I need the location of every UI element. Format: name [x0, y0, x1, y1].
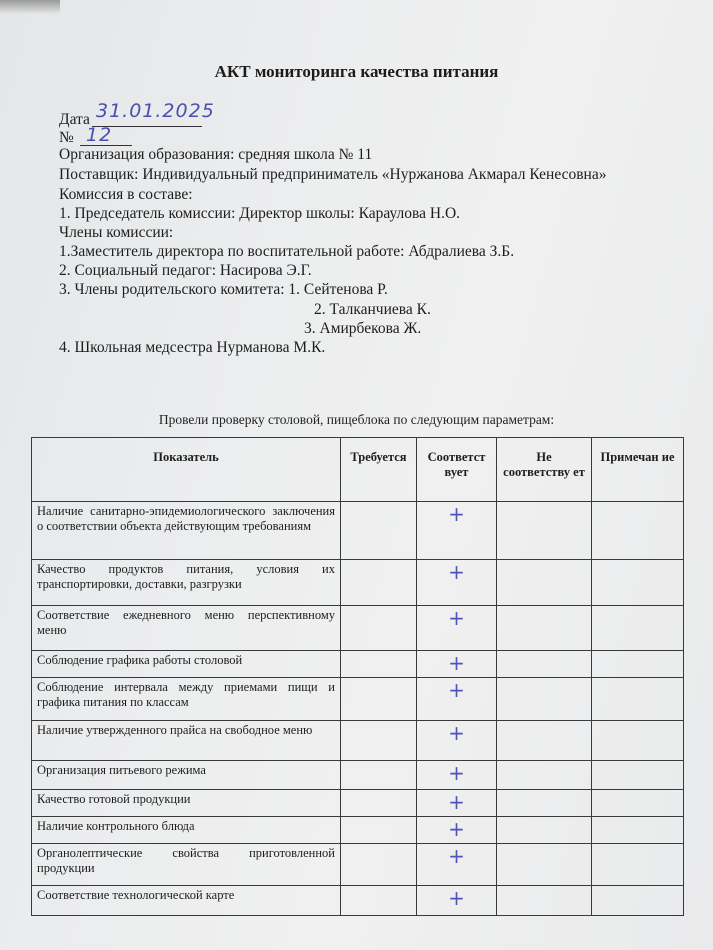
required-cell	[341, 790, 417, 817]
indicator-cell: Соответствие ежедневного меню перспективному меню	[32, 606, 341, 651]
member-2-line: 2. Социальный педагог: Насирова Э.Г.	[59, 262, 312, 279]
required-cell	[341, 886, 417, 916]
not-complies-cell	[497, 790, 592, 817]
members-header: Члены комиссии:	[59, 224, 174, 241]
indicator-cell: Наличие санитарно-эпидемиологического заключения о соответствии объекта действующим требованиям	[32, 502, 341, 560]
table-row	[32, 844, 684, 886]
member-3b-line: 2. Талканчиева К.	[314, 301, 431, 318]
required-cell	[341, 651, 417, 678]
indicator-cell: Наличие утвержденного прайса на свободное меню	[32, 721, 341, 761]
complies-cell	[417, 606, 497, 651]
complies-cell	[417, 844, 497, 886]
table-row	[32, 721, 684, 761]
handwritten-plus-mark: +	[448, 606, 465, 630]
note-cell	[592, 502, 684, 560]
required-cell	[341, 844, 417, 886]
table-row	[32, 790, 684, 817]
table-row	[32, 502, 684, 560]
indicator-cell: Качество продуктов питания, условия их транспортировки, доставки, разгрузки	[32, 560, 341, 606]
handwritten-plus-mark: +	[448, 678, 465, 702]
table-row	[32, 678, 684, 721]
note-cell	[592, 560, 684, 606]
indicator-cell: Соблюдение графика работы столовой	[32, 651, 341, 678]
commission-header: Комиссия в составе:	[59, 186, 193, 203]
note-cell	[592, 651, 684, 678]
table-row	[32, 651, 684, 678]
complies-cell	[417, 678, 497, 721]
page-title: АКТ мониторинга качества питания	[214, 62, 499, 81]
required-cell	[341, 560, 417, 606]
header-complies: Соответст вует	[417, 438, 497, 502]
note-cell	[592, 844, 684, 886]
handwritten-plus-mark: +	[448, 761, 465, 785]
not-complies-cell	[497, 817, 592, 844]
not-complies-cell	[497, 678, 592, 721]
indicator-cell: Соблюдение интервала между приемами пищи и графика питания по классам	[32, 678, 341, 721]
handwritten-plus-mark: +	[448, 560, 465, 584]
header-not-complies: Не соответству ет	[497, 438, 592, 502]
complies-cell	[417, 761, 497, 790]
page-corner-shadow	[0, 0, 60, 14]
note-cell	[592, 790, 684, 817]
member-3-line: 3. Члены родительского комитета: 1. Сейтенова Р.	[59, 281, 388, 298]
table-row	[32, 817, 684, 844]
handwritten-plus-mark: +	[448, 844, 465, 868]
handwritten-plus-mark: +	[448, 817, 465, 841]
not-complies-cell	[497, 560, 592, 606]
required-cell	[341, 678, 417, 721]
required-cell	[341, 817, 417, 844]
header-note: Примечан ие	[592, 438, 684, 502]
required-cell	[341, 761, 417, 790]
handwritten-plus-mark: +	[448, 721, 465, 745]
note-cell	[592, 817, 684, 844]
not-complies-cell	[497, 844, 592, 886]
indicator-cell: Органолептические свойства приготовленной продукции	[32, 844, 341, 886]
note-cell	[592, 606, 684, 651]
not-complies-cell	[497, 502, 592, 560]
member-1-line: 1.Заместитель директора по воспитательной работе: Абдралиева З.Б.	[59, 243, 515, 260]
complies-cell	[417, 502, 497, 560]
indicator-cell: Качество готовой продукции	[32, 790, 341, 817]
note-cell	[592, 886, 684, 916]
table-row	[32, 606, 684, 651]
not-complies-cell	[497, 606, 592, 651]
required-cell	[341, 721, 417, 761]
handwritten-plus-mark: +	[448, 502, 465, 526]
table-header-row	[32, 438, 684, 502]
required-cell	[341, 502, 417, 560]
complies-cell	[417, 560, 497, 606]
required-cell	[341, 606, 417, 651]
handwritten-plus-mark: +	[448, 790, 465, 814]
indicator-cell: Соответствие технологической карте	[32, 886, 341, 916]
supplier-line: Поставщик: Индивидуальный предприниматель «Нуржанова Акмарал Кенесовна»	[59, 166, 607, 183]
member-4-line: 4. Школьная медсестра Нурманова М.К.	[59, 339, 326, 356]
handwritten-plus-mark: +	[448, 886, 465, 910]
complies-cell	[417, 790, 497, 817]
note-cell	[592, 761, 684, 790]
intro-text: Провели проверку столовой, пищеблока по следующим параметрам:	[158, 412, 555, 427]
indicator-cell: Наличие контрольного блюда	[32, 817, 341, 844]
organization-line: Организация образования: средняя школа № 11	[59, 146, 373, 163]
complies-cell	[417, 817, 497, 844]
header-required: Требуется	[341, 438, 417, 502]
date-label: Дата	[59, 111, 90, 128]
header-indicator: Показатель	[32, 438, 341, 502]
table-row	[32, 886, 684, 916]
complies-cell	[417, 886, 497, 916]
indicator-cell: Организация питьевого режима	[32, 761, 341, 790]
complies-cell	[417, 651, 497, 678]
member-3c-line: 3. Амирбекова Ж.	[304, 320, 422, 337]
number-handwritten: 12	[86, 124, 113, 146]
number-label: №	[59, 129, 74, 146]
date-handwritten: 31.01.2025	[96, 100, 215, 122]
handwritten-plus-mark: +	[448, 651, 465, 675]
not-complies-cell	[497, 761, 592, 790]
not-complies-cell	[497, 886, 592, 916]
note-cell	[592, 721, 684, 761]
chairman-line: 1. Председатель комиссии: Директор школы: Караулова Н.О.	[59, 205, 461, 222]
table-row	[32, 761, 684, 790]
not-complies-cell	[497, 721, 592, 761]
note-cell	[592, 678, 684, 721]
not-complies-cell	[497, 651, 592, 678]
complies-cell	[417, 721, 497, 761]
monitoring-table	[31, 437, 684, 916]
table-row	[32, 560, 684, 606]
